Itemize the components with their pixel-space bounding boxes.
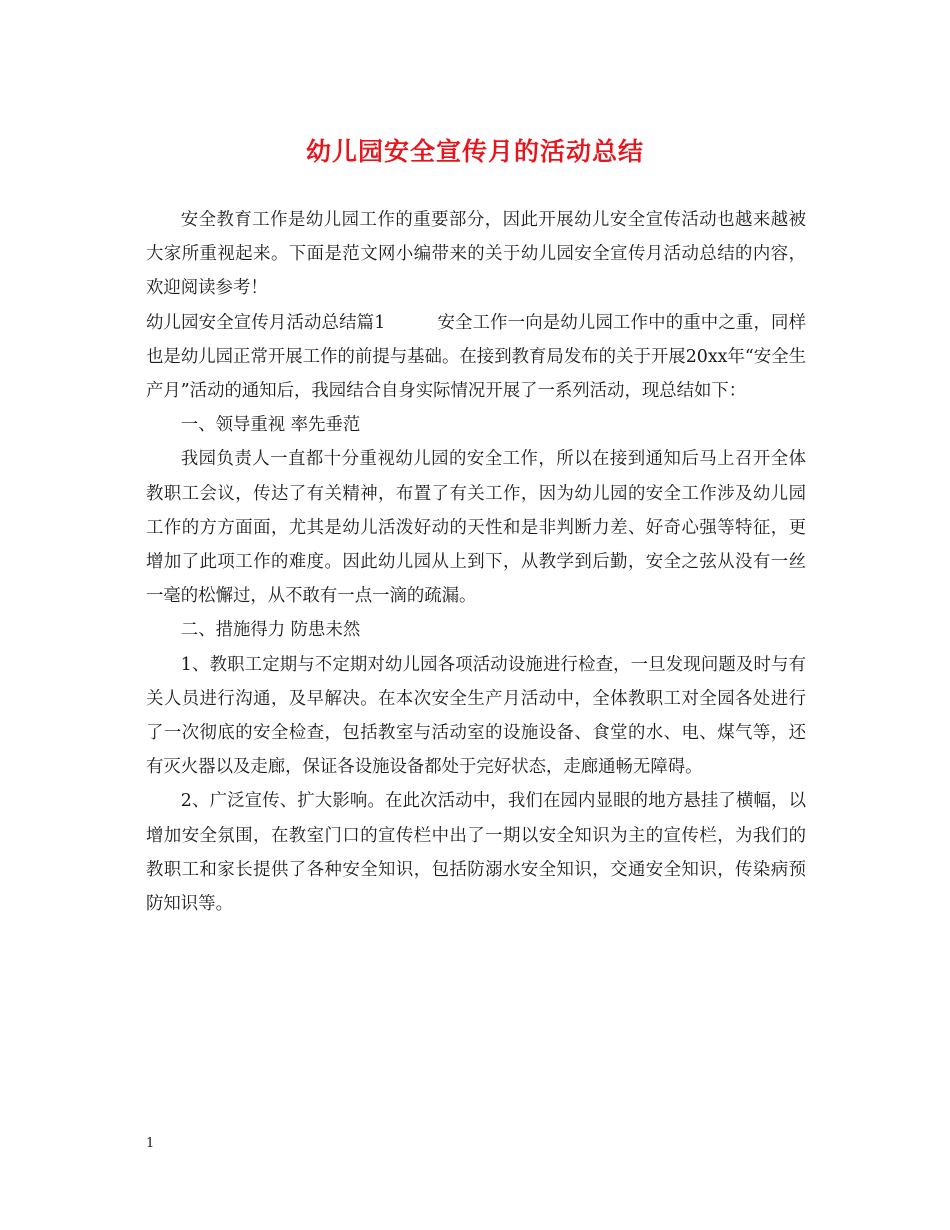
section1-paragraph xyxy=(146,306,806,409)
page-title: 幼儿园安全宣传月的活动总结 xyxy=(305,137,644,166)
leadership-paragraph: 我园负责人一直都十分重视幼儿园的安全工作，所以在接到通知后马上召开全体教职工会议，传达了有关精神，布置了有关工作，因为幼儿园的安全工作涉及幼儿园工作的方方面面，尤其是幼儿活泼好动的天性和是非判断力差、好奇心强等特征，更增加了此项工作的难度。因此幼儿园从上到下，从教学到后勤，安全之弦从没有一丝一毫的松懈过，从不敢有一点一滴的疏漏。 xyxy=(146,449,806,607)
measure-item-1: 1、教职工定期与不定期对幼儿园各项活动设施进行检查，一旦发现问题及时与有关人员进行沟通，及早解决。在本次安全生产月活动中，全体教职工对全园各处进行了一次彻底的安全检查，包括教室与活动室的设施设备、食堂的水、电、煤气等，还有灭火器以及走廊，保证各设施设备都处于完好状态，走廊通畅无障碍。 xyxy=(146,654,806,778)
heading-leadership: 一、领导重视 率先垂范 xyxy=(180,415,361,436)
measure-item-2: 2、广泛宣传、扩大影响。在此次活动中，我们在园内显眼的地方悬挂了横幅，以增加安全氛围，在教室门口的宣传栏中出了一期以安全知识为主的宣传栏，为我们的教职工和家长提供了各种安全知识，包括防溺水安全知识，交通安全知识，传染病预防知识等。 xyxy=(146,791,806,915)
section1-text: 安全工作一向是幼儿园工作中的重中之重，同样也是幼儿园正常开展工作的前提与基础。在接到教育局发布的关于开展20xx年“安全生产月”活动的通知后，我园结合自身实际情况开展了一系列活动，现总结如下： xyxy=(146,312,806,402)
document-body xyxy=(146,203,806,921)
section1-label: 幼儿园安全宣传月活动总结篇1 xyxy=(146,312,386,333)
intro-paragraph: 安全教育工作是幼儿园工作的重要部分，因此开展幼儿安全宣传活动也越来越被大家所重视起来。下面是范文网小编带来的关于幼儿园安全宣传月活动总结的内容，欢迎阅读参考！ xyxy=(146,210,806,299)
heading-measures: 二、措施得力 防患未然 xyxy=(180,620,361,641)
page-number: 1 xyxy=(146,1136,155,1151)
